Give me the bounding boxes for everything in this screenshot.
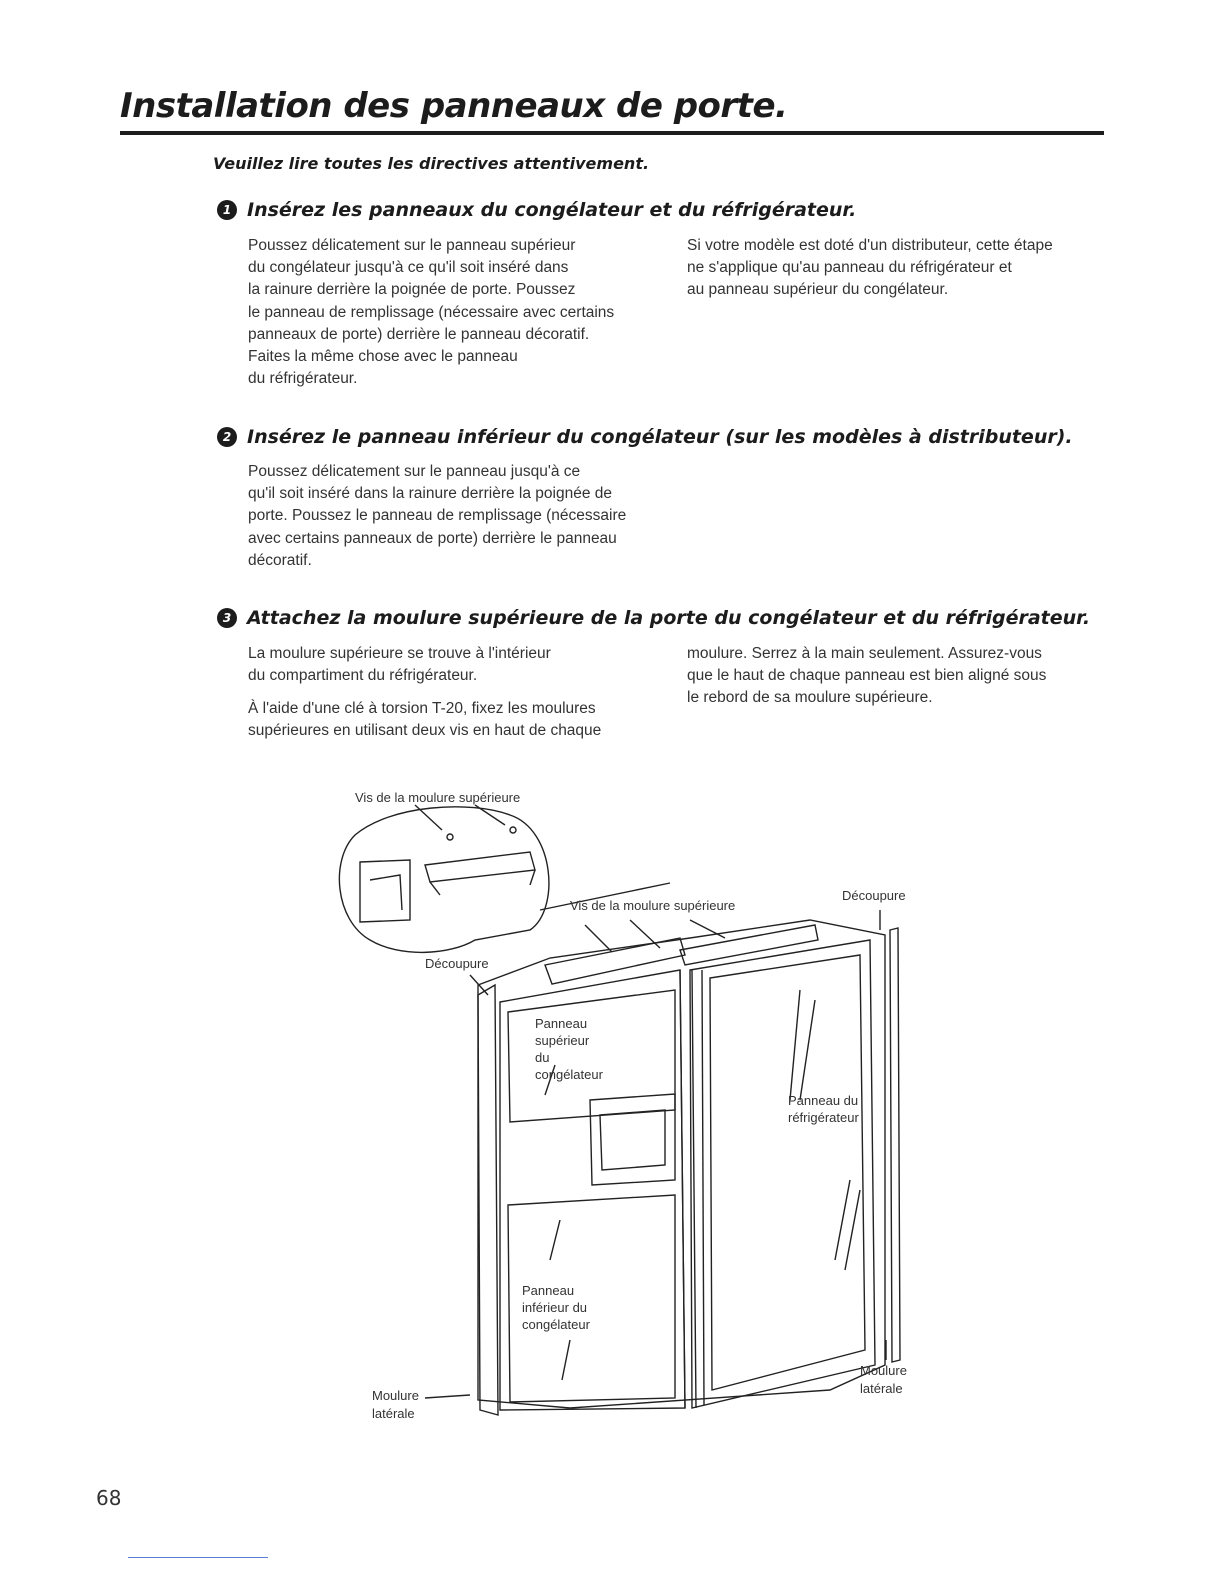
label-freezer-upper: Panneau supérieur du congélateur bbox=[535, 1016, 603, 1082]
step-2-text: Poussez délicatement sur le panneau jusqu'à ce qu'il soit inséré dans la rainure derrière la poignée de porte. Poussez le panneau de remplissage (nécessaire avec certains panneaux de porte) derrière le panneau décoratif. bbox=[248, 463, 627, 569]
step-1-heading bbox=[217, 199, 856, 221]
label-side-trim-right: Moulure latérale bbox=[860, 1363, 907, 1396]
page-number: 68 bbox=[96, 1486, 122, 1510]
step-2-heading bbox=[217, 426, 1073, 448]
main-screw-arrow-left bbox=[585, 925, 612, 952]
label-fridge-panel: Panneau du réfrigérateur bbox=[788, 1093, 859, 1125]
step-1-number: 1 bbox=[217, 200, 237, 220]
bottom-link-line bbox=[128, 1557, 268, 1558]
step-3-heading-text: Attachez la moulure supérieure de la porte du congélateur et du réfrigérateur. bbox=[247, 607, 1091, 629]
refrigerator-diagram bbox=[330, 780, 950, 1440]
label-cutout-right: Découpure bbox=[842, 888, 906, 903]
page-title: Installation des panneaux de porte. bbox=[120, 86, 788, 126]
step-3-text-right: moulure. Serrez à la main seulement. Assurez-vous que le haut de chaque panneau est bien aligné sous le rebord de sa moulure supérieure. bbox=[687, 645, 1047, 707]
step-3-number: 3 bbox=[217, 608, 237, 628]
label-side-trim-left: Moulure latérale bbox=[372, 1388, 419, 1421]
step-1-text-left: Poussez délicatement sur le panneau supérieur du congélateur jusqu'à ce qu'il soit inséré dans la rainure derrière la poignée de porte. Poussez le panneau de remplissage (nécessaire avec certains panneaux de porte) derrière le panneau décoratif. Faites la même chose avec le panneau du réfrigérateur. bbox=[248, 237, 615, 388]
title-rule bbox=[120, 131, 1104, 135]
inset-screw-arrow-right bbox=[475, 805, 505, 825]
step-2-heading-text: Insérez le panneau inférieur du congélateur (sur les modèles à distributeur). bbox=[247, 426, 1073, 448]
label-screws-main: Vis de la moulure supérieure bbox=[570, 898, 736, 913]
label-freezer-lower: Panneau inférieur du congélateur bbox=[522, 1283, 590, 1332]
step-3-heading bbox=[217, 607, 1090, 629]
cutout-arrow-left bbox=[470, 975, 488, 995]
step-1-text-right: Si votre modèle est doté d'un distributeur, cette étape ne s'applique qu'au panneau du réfrigérateur et au panneau supérieur du congélateur. bbox=[687, 237, 1053, 299]
label-screws-inset: Vis de la moulure supérieure bbox=[355, 790, 521, 805]
inset-detail bbox=[339, 807, 670, 953]
fridge-body bbox=[478, 920, 900, 1415]
step-3-text-left-a: La moulure supérieure se trouve à l'intérieur du compartiment du réfrigérateur. bbox=[248, 645, 551, 685]
step-3-text-left-b: À l'aide d'une clé à torsion T-20, fixez les moulures supérieures en utilisant deux vis en haut de chaque bbox=[248, 700, 602, 740]
step-1-heading-text: Insérez les panneaux du congélateur et du réfrigérateur. bbox=[247, 199, 857, 221]
side-trim-arrow-left bbox=[425, 1395, 470, 1398]
intro-text: Veuillez lire toutes les directives attentivement. bbox=[213, 154, 650, 173]
label-cutout-left: Découpure bbox=[425, 956, 489, 971]
step-2-number: 2 bbox=[217, 427, 237, 447]
